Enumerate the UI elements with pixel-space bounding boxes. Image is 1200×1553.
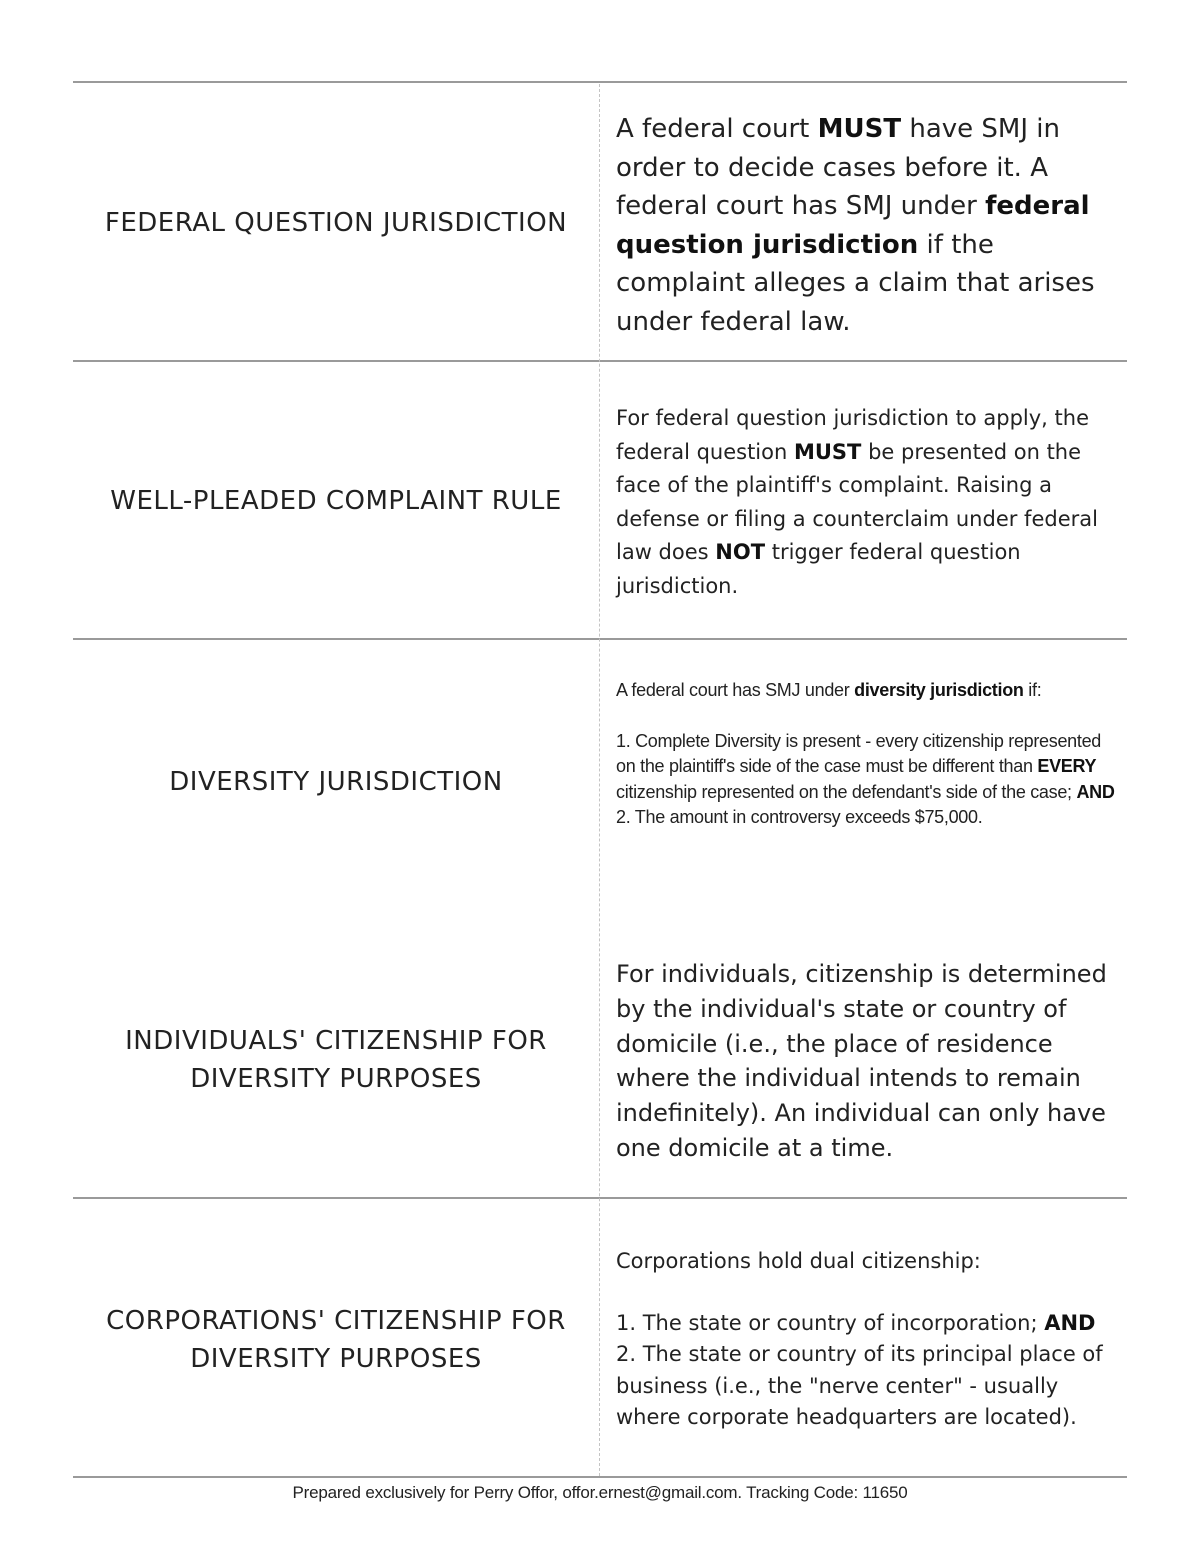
text: A federal court bbox=[616, 114, 818, 144]
text: A federal court has SMJ under bbox=[616, 680, 855, 700]
term-line: DIVERSITY PURPOSES bbox=[190, 1344, 482, 1374]
emphasis: diversity jurisdiction bbox=[854, 680, 1024, 700]
divider-top bbox=[73, 81, 1127, 83]
emphasis: federal question jurisdiction bbox=[616, 191, 1090, 260]
intro bbox=[616, 678, 1116, 704]
point-1 bbox=[616, 729, 1116, 806]
footer-tracking: Prepared exclusively for Perry Offor, offor.ernest@gmail.com. Tracking Code: 11650 bbox=[292, 1483, 908, 1502]
definition-individuals-citizenship: For individuals, citizenship is determined by the individual's state or country of domicile (i.e., the place of residence where the individual intends to remain indefinitely). An individual can only have one domicile at a time. bbox=[616, 960, 1107, 1162]
column-divider bbox=[599, 84, 600, 1476]
term-corporations-citizenship bbox=[80, 1302, 592, 1378]
term-line: DIVERSITY PURPOSES bbox=[190, 1064, 482, 1094]
term-well-pleaded: WELL-PLEADED COMPLAINT RULE bbox=[110, 486, 562, 516]
term-line: CORPORATIONS' CITIZENSHIP FOR bbox=[106, 1306, 566, 1336]
text: 1. The state or country of incorporation; bbox=[616, 1310, 1045, 1335]
emphasis: NOT bbox=[715, 540, 766, 564]
point-2: 2. The state or country of its principal place of business (i.e., the "nerve center" - usually where corporate headquarters are located). bbox=[616, 1342, 1103, 1429]
definition-corporations-citizenship bbox=[616, 1246, 1116, 1434]
emphasis: MUST bbox=[817, 114, 902, 144]
point-1 bbox=[616, 1308, 1116, 1340]
text: have SMJ in order to decide cases before it. A federal court has SMJ under bbox=[616, 114, 1060, 221]
divider-2 bbox=[73, 638, 1127, 640]
text: if the complaint alleges a claim that arises under federal law. bbox=[616, 229, 1095, 337]
term-individuals-citizenship bbox=[80, 1022, 592, 1098]
emphasis: AND bbox=[1044, 1310, 1096, 1335]
emphasis: AND bbox=[1076, 781, 1115, 802]
text: be presented on the face of the plaintiff's complaint. Raising a defense or filing a counterclaim under federal law does bbox=[616, 439, 1098, 564]
text: if: bbox=[1023, 680, 1042, 700]
text: trigger federal question jurisdiction. bbox=[616, 540, 1021, 598]
divider-3 bbox=[73, 1197, 1127, 1199]
definition-federal-question bbox=[616, 110, 1116, 341]
intro: Corporations hold dual citizenship: bbox=[616, 1249, 981, 1273]
text: 1. Complete Diversity is present - every citizenship represented on the plaintiff's side of the case must be different than bbox=[616, 730, 1102, 776]
term-federal-question: FEDERAL QUESTION JURISDICTION bbox=[104, 208, 568, 238]
emphasis: EVERY bbox=[1037, 756, 1097, 776]
divider-bottom bbox=[73, 1476, 1127, 1478]
text: For federal question jurisdiction to apply, the federal question bbox=[616, 406, 1089, 464]
divider-1 bbox=[73, 360, 1127, 362]
point-2: 2. The amount in controversy exceeds $75,000. bbox=[616, 807, 983, 827]
definition-well-pleaded bbox=[616, 402, 1116, 603]
definition-diversity-jurisdiction bbox=[616, 678, 1116, 831]
text: citizenship represented on the defendant's side of the case; bbox=[616, 781, 1077, 802]
emphasis: MUST bbox=[793, 439, 862, 464]
term-line: INDIVIDUALS' CITIZENSHIP FOR bbox=[125, 1026, 547, 1056]
term-diversity-jurisdiction: DIVERSITY JURISDICTION bbox=[169, 767, 503, 797]
